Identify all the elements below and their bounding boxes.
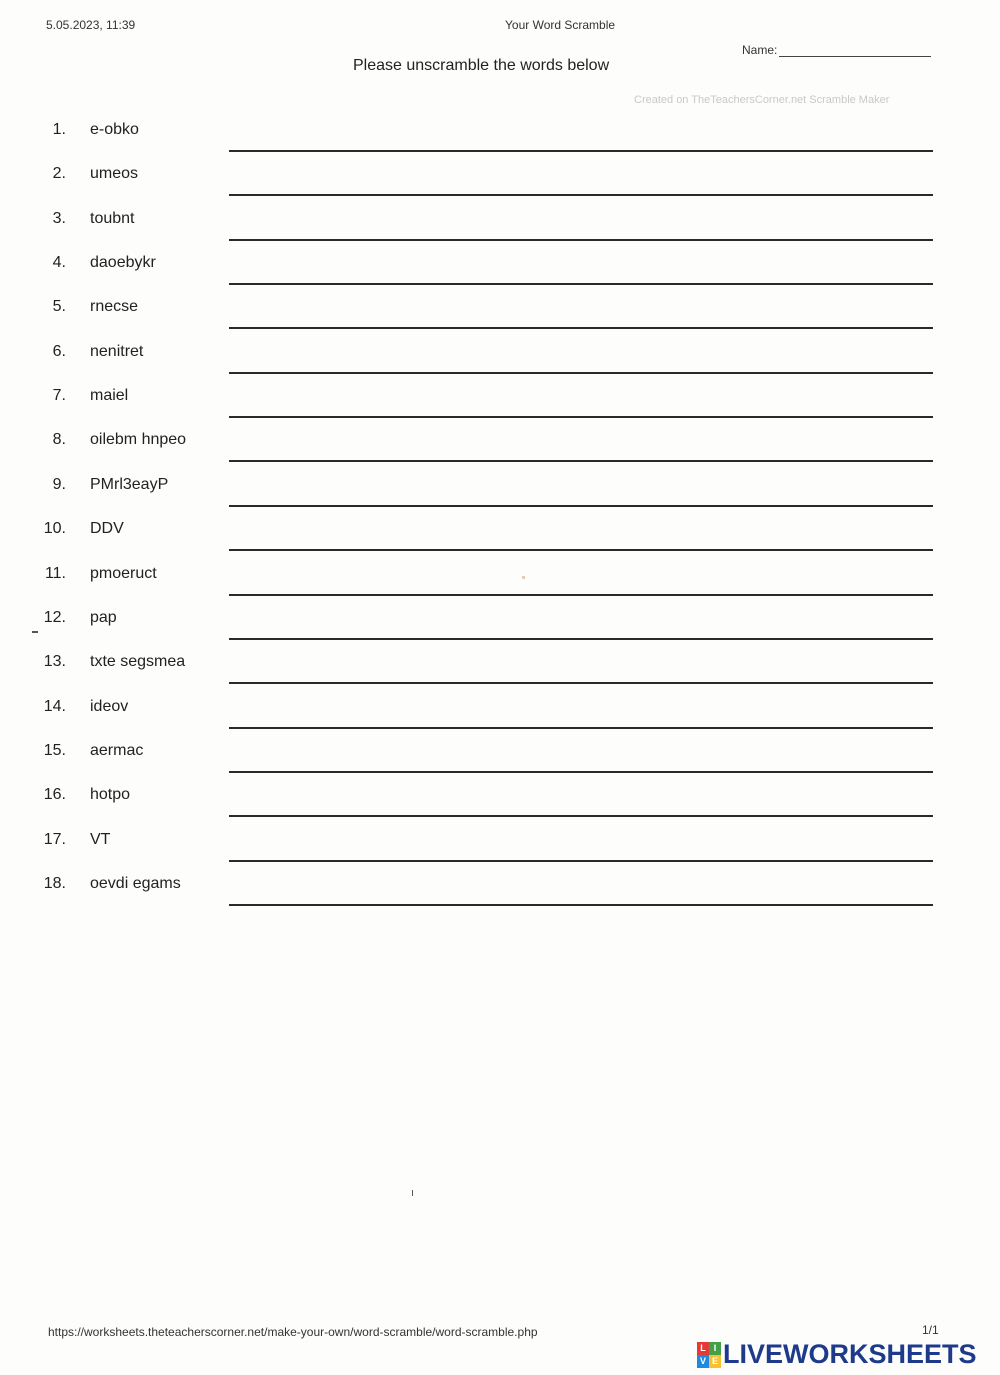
item-number: 9. — [52, 476, 66, 493]
scrambled-word: oilebm hnpeo — [90, 431, 187, 448]
answer-line[interactable] — [229, 727, 933, 729]
answer-line[interactable] — [229, 372, 933, 374]
logo-letter: I — [709, 1342, 721, 1355]
item-number: 17. — [43, 831, 66, 848]
logo-letter: E — [709, 1355, 721, 1368]
item-number: 5. — [52, 298, 66, 315]
answer-line[interactable] — [229, 815, 933, 817]
item-number: 7. — [52, 387, 66, 404]
scrambled-word: daoebykr — [90, 254, 156, 271]
answer-line[interactable] — [229, 771, 933, 773]
answer-line[interactable] — [229, 327, 933, 329]
scrambled-word: aermac — [90, 742, 144, 759]
scrambled-word: pmoeruct — [90, 565, 157, 582]
item-number: 12. — [43, 609, 66, 626]
scrambled-word: ideov — [90, 698, 129, 715]
scrambled-word: e-obko — [90, 121, 139, 138]
item-number: 16. — [43, 786, 66, 803]
scan-mark — [32, 631, 38, 633]
item-number: 2. — [52, 165, 66, 182]
name-label: Name: — [742, 43, 778, 57]
scrambled-word: umeos — [90, 165, 139, 182]
document-title: Your Word Scramble — [505, 18, 616, 32]
item-number: 10. — [43, 520, 66, 537]
name-blank-line — [779, 42, 931, 57]
instructions: Please unscramble the words below — [353, 57, 610, 74]
item-number: 13. — [43, 653, 66, 670]
scrambled-word: hotpo — [90, 786, 131, 803]
item-number: 6. — [52, 343, 66, 360]
print-date: 5.05.2023, 11:39 — [46, 18, 136, 32]
item-number: 8. — [52, 431, 66, 448]
answer-line[interactable] — [229, 638, 933, 640]
liveworksheets-logo — [697, 1339, 977, 1370]
answer-line[interactable] — [229, 239, 933, 241]
item-number: 1. — [52, 121, 66, 138]
item-number: 11. — [44, 565, 66, 582]
scan-mark — [412, 1190, 413, 1196]
item-number: 18. — [43, 875, 66, 892]
scrambled-word: toubnt — [90, 210, 135, 227]
name-field — [742, 42, 931, 57]
scrambled-word: txte segsmea — [90, 653, 186, 670]
item-number: 4. — [52, 254, 66, 271]
logo-letter: L — [697, 1342, 709, 1355]
answer-line[interactable] — [229, 194, 933, 196]
scrambled-word: nenitret — [90, 343, 144, 360]
page-number: 1/1 — [922, 1323, 939, 1337]
logo-text: LIVEWORKSHEETS — [723, 1339, 977, 1369]
item-number: 15. — [43, 742, 66, 759]
answer-line[interactable] — [229, 549, 933, 551]
answer-line[interactable] — [229, 682, 933, 684]
liveworksheets-icon — [697, 1342, 721, 1368]
credit-line: Created on TheTeachersCorner.net Scramble Maker — [634, 94, 890, 106]
answer-line[interactable] — [229, 150, 933, 152]
footer-url: https://worksheets.theteacherscorner.net/make-your-own/word-scramble/word-scramble.php — [48, 1325, 538, 1339]
scrambled-word: maiel — [90, 387, 129, 404]
answer-line[interactable] — [229, 594, 933, 596]
answer-line[interactable] — [229, 904, 933, 906]
scrambled-word: VT — [90, 831, 111, 848]
answer-line[interactable] — [229, 416, 933, 418]
answer-line[interactable] — [229, 860, 933, 862]
scan-mark — [522, 576, 525, 579]
item-number: 14. — [43, 698, 66, 715]
answer-line[interactable] — [229, 460, 933, 462]
scrambled-word: oevdi egams — [90, 875, 181, 892]
answer-line[interactable] — [229, 283, 933, 285]
scrambled-word: PMrl3eayP — [90, 476, 169, 493]
logo-letter: V — [697, 1355, 709, 1368]
answer-line[interactable] — [229, 505, 933, 507]
item-number: 3. — [52, 210, 66, 227]
scrambled-word: DDV — [90, 520, 124, 537]
scrambled-word: rnecse — [90, 298, 139, 315]
scrambled-word: pap — [90, 609, 117, 626]
